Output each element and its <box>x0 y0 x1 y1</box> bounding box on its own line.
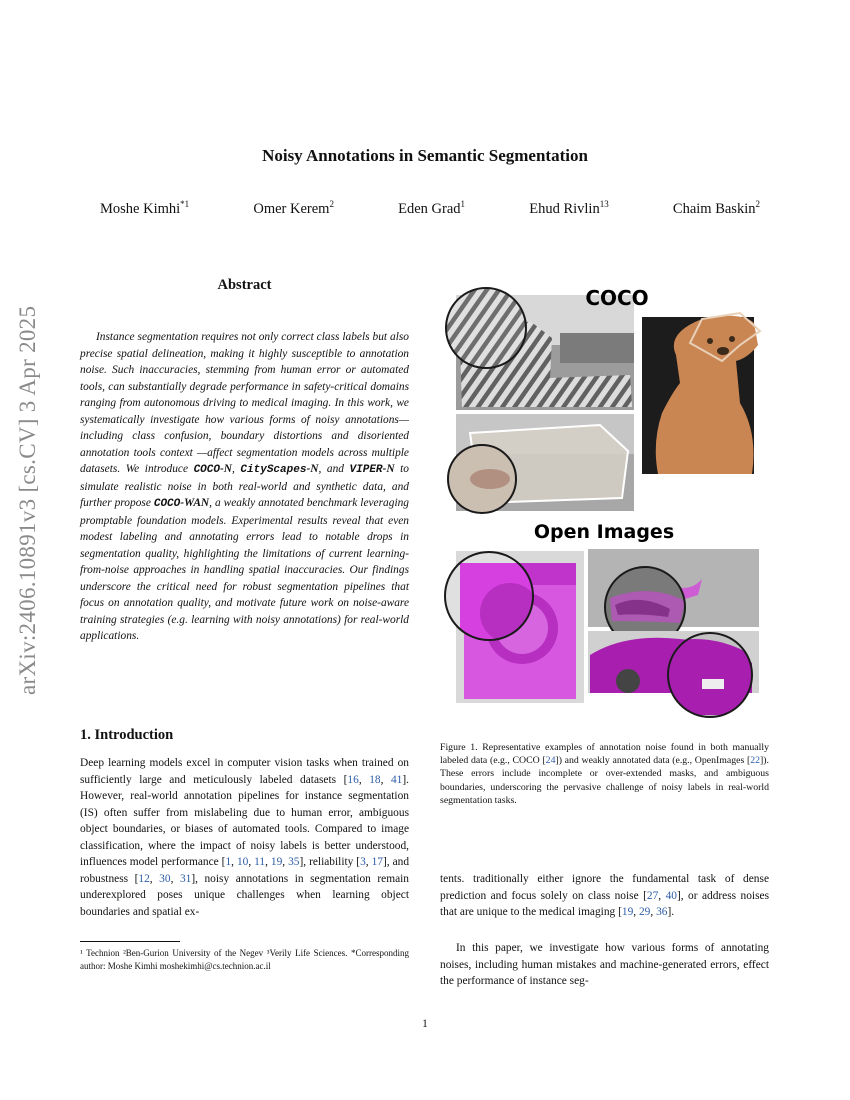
right-column-paragraph-2: In this paper, we investigate how various forms of annotating noises, including human mistakes and machine-generated errors, effect the performance of instance seg- <box>440 942 769 987</box>
citation-link[interactable]: 16 <box>347 773 359 786</box>
footnote: ¹ Technion ²Ben-Gurion University of the Negev ³Verily Life Sciences. *Corresponding author: Moshe Kimhi moshekimhi@cs.technion.ac.il <box>80 948 409 971</box>
author: Chaim Baskin$^2$ <box>672 199 760 217</box>
paper-title: Noisy Annotations in Semantic Segmentation <box>262 146 588 165</box>
introduction-paragraph: Deep learning models excel in computer vision tasks when trained on sufficiently large and meticulously labeled datasets [16, 18, 41]. However, real-world annotation pipelines for instance segmentation (IS) often suffer from mislabeling due to human error, ambiguous object boundaries, or biases of automated tools. Compared to image classification, where the impact of noisy labels is better understood, influences model performance [1, 10, 11, 19, 35], reliability [3, 17], and robustness [12, 30, 31], noisy annotations in segmentation remain underexplored poses unique challenges when learning object boundaries and spatial ex- <box>80 757 410 918</box>
citation-link[interactable]: 24 <box>545 755 556 767</box>
footnote-rule <box>80 941 180 942</box>
openimages-car-image <box>588 628 760 723</box>
citation-link[interactable]: 27 <box>646 889 659 902</box>
citation-link[interactable]: 10 <box>236 856 249 868</box>
author: Eden Grad$^1$ <box>398 199 466 217</box>
coco-bag-image <box>440 414 634 523</box>
citation-link[interactable]: 35 <box>288 856 300 868</box>
citation-link[interactable]: 22 <box>750 755 761 767</box>
citation-link[interactable]: 17 <box>371 856 383 868</box>
coco-dog-image <box>642 313 760 474</box>
figure-1 <box>440 283 769 723</box>
figure-1-illustration <box>440 283 769 723</box>
citation-link[interactable]: 3 <box>360 856 366 868</box>
openimages-washer-image <box>440 543 584 703</box>
citation-link[interactable]: 11 <box>254 856 266 868</box>
citation-link[interactable]: 1 <box>225 856 232 868</box>
page-number: 1 <box>422 1018 428 1030</box>
author: Ehud Rivlin$^{13}$ <box>529 199 609 217</box>
citation-link[interactable]: 40 <box>665 889 677 902</box>
figure-label-openimages: Open Images <box>533 521 675 543</box>
right-column-paragraph: tents. traditionally either ignore the fundamental task of dense prediction and focus solely on class noise [27, 40], or address noises that are unique to the medical imaging [19, 29, 36]. <box>440 873 770 918</box>
section-heading-introduction: 1. Introduction <box>80 727 174 743</box>
author: Moshe Kimhi$^{*1}$ <box>100 199 190 217</box>
arxiv-sidebar-id: arXiv:2406.10891v3 [cs.CV] 3 Apr 2025 <box>15 305 40 695</box>
author: Omer Kerem$^2$ <box>253 199 334 217</box>
figure-label-coco: COCO <box>585 286 649 310</box>
abstract-body: Instance segmentation requires not only correct class labels but also precise spatial delineation, making it highly susceptible to annotation noise. Such inaccuracies, stemming from human error or automated tools, can substantially degrade performance in safety-critical domains ranging from autonomous driving to medical imaging. In this work, we systematically investigate how various forms of noisy annotations—including class confusion, boundary distortions and disoriented annotation tools context —affect segmentation models across multiple datasets. We introduce COCO-N, CityScapes-N, and VIPER-N to simulate realistic noise in both real-world and synthetic data, and further propose COCO-WAN, a weakly annotated benchmark leveraging promptable foundation models. Experimental results reveal that even modest labeling and annotating errors lead to notable drops in segmentation quality, highlighting the limitations of current learning-from-noise approaches in handling spatial inaccuracies. Our findings underscore the critical need for robust segmentation pipelines that focus on annotation quality, and motivate future work on noise-aware training strategies (e.g. learning with noisy annotations) for real-world applications. <box>80 331 409 642</box>
citation-link[interactable]: 19 <box>270 856 283 868</box>
author-list <box>100 199 760 218</box>
citation-link[interactable]: 29 <box>638 906 651 918</box>
citation-link[interactable]: 19 <box>621 906 634 918</box>
citation-link[interactable]: 36 <box>656 906 668 918</box>
citation-link[interactable]: 41 <box>390 773 403 786</box>
citation-link[interactable]: 30 <box>159 872 171 885</box>
abstract-heading: Abstract <box>217 277 272 293</box>
figure-1-caption: Figure 1. Representative examples of annotation noise found in both manually labeled data (e.g., COCO [24]) and weakly annotated data (e.g., OpenImages [22]). These errors include incomplete or over-extended masks, and ambiguous boundaries, underscoring the pervasive challenge of noisy labels in real-world segmentation tasks. <box>440 742 769 806</box>
citation-link[interactable]: 18 <box>369 773 381 786</box>
citation-link[interactable]: 12 <box>138 872 150 885</box>
citation-link[interactable]: 31 <box>179 872 192 885</box>
